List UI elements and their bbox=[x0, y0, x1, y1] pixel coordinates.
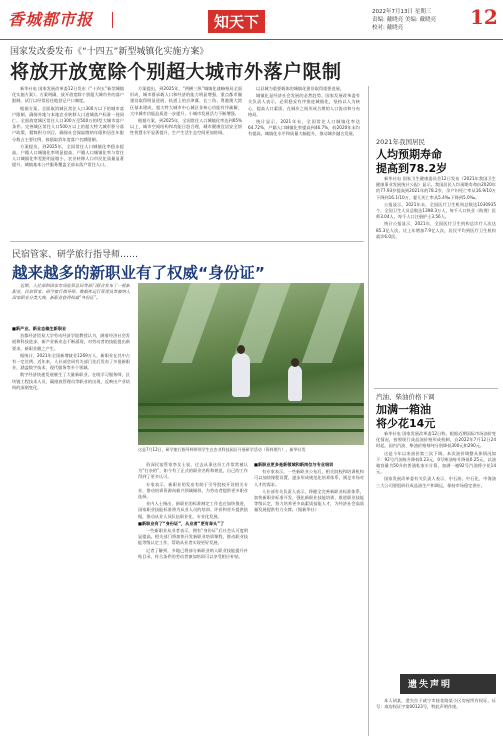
dateline bbox=[372, 8, 436, 32]
story1-paragraph: 公报显示，2021年末，全国医疗卫生机构总数达1030935个，全国卫生人员总数达1398.3万人，每千人口执业（助理）医师3.04人，每千人口注册护士3.56人。 bbox=[376, 201, 496, 220]
section-title: 知天下 bbox=[208, 10, 265, 33]
feature-paragraph: 人社部有关负责人表示，将健全完善新职业标准体系，加快新职业标准开发，强化新职业技能培训，推进职业技能等级认定，努力培养更多高素质技能人才，为经济社会高质量发展提供有力支撑。（据新华社） bbox=[254, 488, 364, 513]
feature-subhead: ■新职业更多是新领域和新岗位与专业培训 bbox=[254, 462, 334, 467]
editor-credit: 责编: 戴晓亮 美编: 戴晓亮 bbox=[372, 17, 436, 23]
lead-headline: 将放开放宽除个别超大城市外落户限制 bbox=[10, 61, 342, 83]
story2-paragraph: 新华社电 国家发展改革委12日称，根据近期国际市场油价变化情况，按照现行成品油价格形成机制，自2022年7月12日24时起，国内汽油、柴油价格每吨分别降低300元和290元。 bbox=[376, 431, 496, 449]
feature-column-1 bbox=[12, 326, 130, 736]
page-number: 12 bbox=[470, 5, 498, 29]
story1-title-line2: 提高到78.2岁 bbox=[376, 162, 448, 175]
story2-kicker: 汽油、柴油价格下调 bbox=[376, 393, 435, 401]
lead-column-2 bbox=[130, 86, 242, 238]
feature-column-2 bbox=[138, 462, 248, 736]
feature-kicker: 民宿管家、研学旅行指导师…… bbox=[12, 250, 139, 260]
story1-title: 人均预期寿命 bbox=[376, 148, 442, 161]
feature-subhead: ■新产业、新业态催生新职业 bbox=[12, 326, 67, 331]
story1-kicker: 2021年我国居民 bbox=[376, 138, 426, 146]
feature-headline: 越来越多的新职业有了权威“身份证” bbox=[12, 264, 265, 282]
feature-paragraph: 有专家表示，一些新职业公布后，相关院校和培训机构可以加快课程设置，逐步形成规范化培养体系，满足市场对人才的需求。 bbox=[254, 469, 364, 487]
story2-title: 加满一箱油 bbox=[376, 403, 431, 416]
story-divider bbox=[10, 241, 364, 242]
story2-paragraph: 国家发展改革委有关负责人表示，中石油、中石化、中海油三大公司要组织好成品油生产和调运，保持市场稳定供应。 bbox=[376, 476, 496, 488]
proof-credit: 校对: 戴晓亮 bbox=[372, 25, 404, 31]
column-divider bbox=[368, 86, 369, 736]
story1-paragraph: 统计公报显示，2021年，全国医疗卫生机构总诊疗人次达85.3亿人次，比上年增加7.9亿人次，居民平均到医疗卫生机构就诊6.0次。 bbox=[376, 221, 496, 239]
lead-paragraph: 新华社电 国家发展改革委12日发布《“十四五”新型城镇化实施方案》。方案明确，放开放宽除个别超大城市外的落户限制，试行以经常居住地登记户口制度。 bbox=[12, 86, 124, 104]
notice-title: 遗失声明 bbox=[400, 674, 496, 694]
issue-date: 2022年7月13日 星期三 bbox=[372, 9, 432, 15]
story2-body bbox=[376, 431, 496, 669]
lead-paragraph: 城镇化是经济社会发展的必然趋势。国家发展改革委有关负责人表示，必须稳妥有序推进城镇化，坚持以人为核心，提高人口素质，在城乡之间形成合理的人口流动和分布格局。 bbox=[248, 93, 360, 117]
feature-paragraph: 资深民宿管家李女士说，过去从事这份工作常常被认为“打杂的”，如今有了正式的职业名称和规范，自己的工作得到了更多认可。 bbox=[138, 462, 248, 480]
brand-divider bbox=[112, 12, 113, 28]
lead-kicker: 国家发改委发布《“十四五”新型城镇化实施方案》 bbox=[10, 47, 209, 57]
lead-column-1 bbox=[12, 86, 124, 238]
feature-paragraph: 首都经济贸易大学劳动经济学院教授认为，随着经济社会发展和科技进步，新产业新业态不断涌现，对劳动者的技能提出新要求，新职业随之产生。 bbox=[12, 333, 130, 351]
notice-body: 本人胡某，遗失位于咸宁市桂花路某小区房屋所有权证，证号：咸房权证字第00123号，特此声明作废。 bbox=[376, 698, 496, 710]
feature-paragraph: 记者了解到，多地已将部分新职业纳入职业技能提升补贴目录，符合条件的劳动者参加培训可以享受相应补贴。 bbox=[138, 547, 248, 559]
sidebar-divider bbox=[374, 388, 498, 389]
photo-caption: 这是7月12日，研学旅行指导师带领学生在农业科技园区开展研学活动（资料照片）。新华社发 bbox=[138, 447, 306, 452]
newspaper-brand: 香城都市报 bbox=[8, 10, 94, 29]
lead-paragraph: 根据方案，到2025年，全国常住人口城镇化率达到65%以上，城市空间结构和功能日趋合理，城市健康宜居安全韧性智慧水平显著提升，生产生活生态空间更加协调。 bbox=[130, 118, 242, 136]
feature-paragraph: 据统计，2021年全国新增就业1269万人，新职业在其中占有一定比例。近年来，人社部会同有关部门先后发布了多批新职业，涵盖数字技术、现代服务等多个领域。 bbox=[12, 352, 130, 371]
feature-photo bbox=[138, 283, 364, 445]
feature-summary: 近期，人社部和国家市场监管总局等部门联合发布了一批新职业，民宿管家、研学旅行指导师、数据库运行管理员等被纳入国家职业分类大典，新职业获得权威“身份证”。 bbox=[12, 283, 130, 301]
feature-paragraph: 业内人士指出，新职业的标准制定工作也在加快推进，国家职业技能标准将为从业人员的培训、评价和晋升提供依据，推动从业人员队伍职业化、专业化发展。 bbox=[138, 501, 248, 519]
feature-subhead: ■新职业有了“身份证”，从业者“更有奔头”了 bbox=[138, 520, 225, 526]
lead-column-3 bbox=[248, 86, 360, 238]
story1-paragraph: 新华社电 国家卫生健康委员会12日发布《2021年我国卫生健康事业发展统计公报》显示，我国居民人均预期寿命由2020年的77.93岁提高到2021年的78.2岁，孕产妇死亡率从16.9/10万下降到16.1/10万，婴儿死亡率从5.4‰下降到5.0‰。 bbox=[376, 176, 496, 200]
story1-body bbox=[376, 176, 496, 386]
lead-paragraph: 方案提出，到2025年，全国常住人口城镇化率稳步提高，户籍人口城镇化率明显提高，户籍人口城镇化率与常住人口城镇化率差距明显缩小，农业转移人口市民化质量显著提升，城镇基本公共服务覆盖全部未落户常住人口。 bbox=[12, 143, 124, 168]
lead-paragraph: 根据方案，全面取消城区常住人口300万以下的城市落户限制，确保外地与本地农业转移人口进城落户标准一视同仁。全面放宽城区常住人口300万至500万的I型大城市落户条件。完善城区常住人口500万以上的超大特大城市积分落户政策，精简积分项目，确保社会保险缴纳年限和居住年限分数占主要比例，鼓励取消年度落户名额限制。 bbox=[12, 105, 124, 142]
lead-paragraph: 统计显示，2021年末，全国常住人口城镇化率达64.72%，户籍人口城镇化率提高到46.7%，较2020年末均有提高。城镇化水平和质量大幅提升，推动城乡融合发展。 bbox=[248, 119, 360, 137]
feature-paragraph: 数字经济快速发展催生了大量新职业。在线学习服务师、区块链工程技术人员、碳排放管理员等职业的出现，反映出产业结构的深刻变化。 bbox=[12, 372, 130, 390]
feature-paragraph: 专家表示，新职业的发布有助于引导院校开设相关专业，推动培训资源向新兴领域倾斜，为劳动者提供更多职业选择。 bbox=[138, 481, 248, 500]
feature-column-3 bbox=[254, 462, 364, 736]
story2-paragraph: 这是今年以来油价第三次下调。本次油价调整具体情况如下：92号汽油每升降低0.23元，0号柴油每升降低0.25元。以油箱容量为50升的普通私家车计算，加满一箱92号汽油将少花14元。 bbox=[376, 450, 496, 475]
feature-paragraph: 一些新职业从业者表示，拥有“身份证”后社会认可度明显提高。相关部门将加快开发新职业培训课程，推动职业技能等级认定工作，帮助从业者实现更好发展。 bbox=[138, 528, 248, 546]
lead-paragraph: 以县城为重要载体的城镇化建设取得重要进展。 bbox=[256, 86, 344, 91]
lead-paragraph: 方案提出，到2025年，“两横三纵”城镇化战略格局全面形成，城市群承载人口和经济的能力明显增强，重点都市圈建设取得明显进展，轨道上的京津冀、长三角、粤港澳大湾区基本建成，超大特大城市中心城区非核心功能有序疏解，大中城市功能品质进一步提升，小城市发展活力不断增强。 bbox=[130, 86, 242, 116]
story2-title-line2: 将少花14元 bbox=[376, 417, 436, 430]
